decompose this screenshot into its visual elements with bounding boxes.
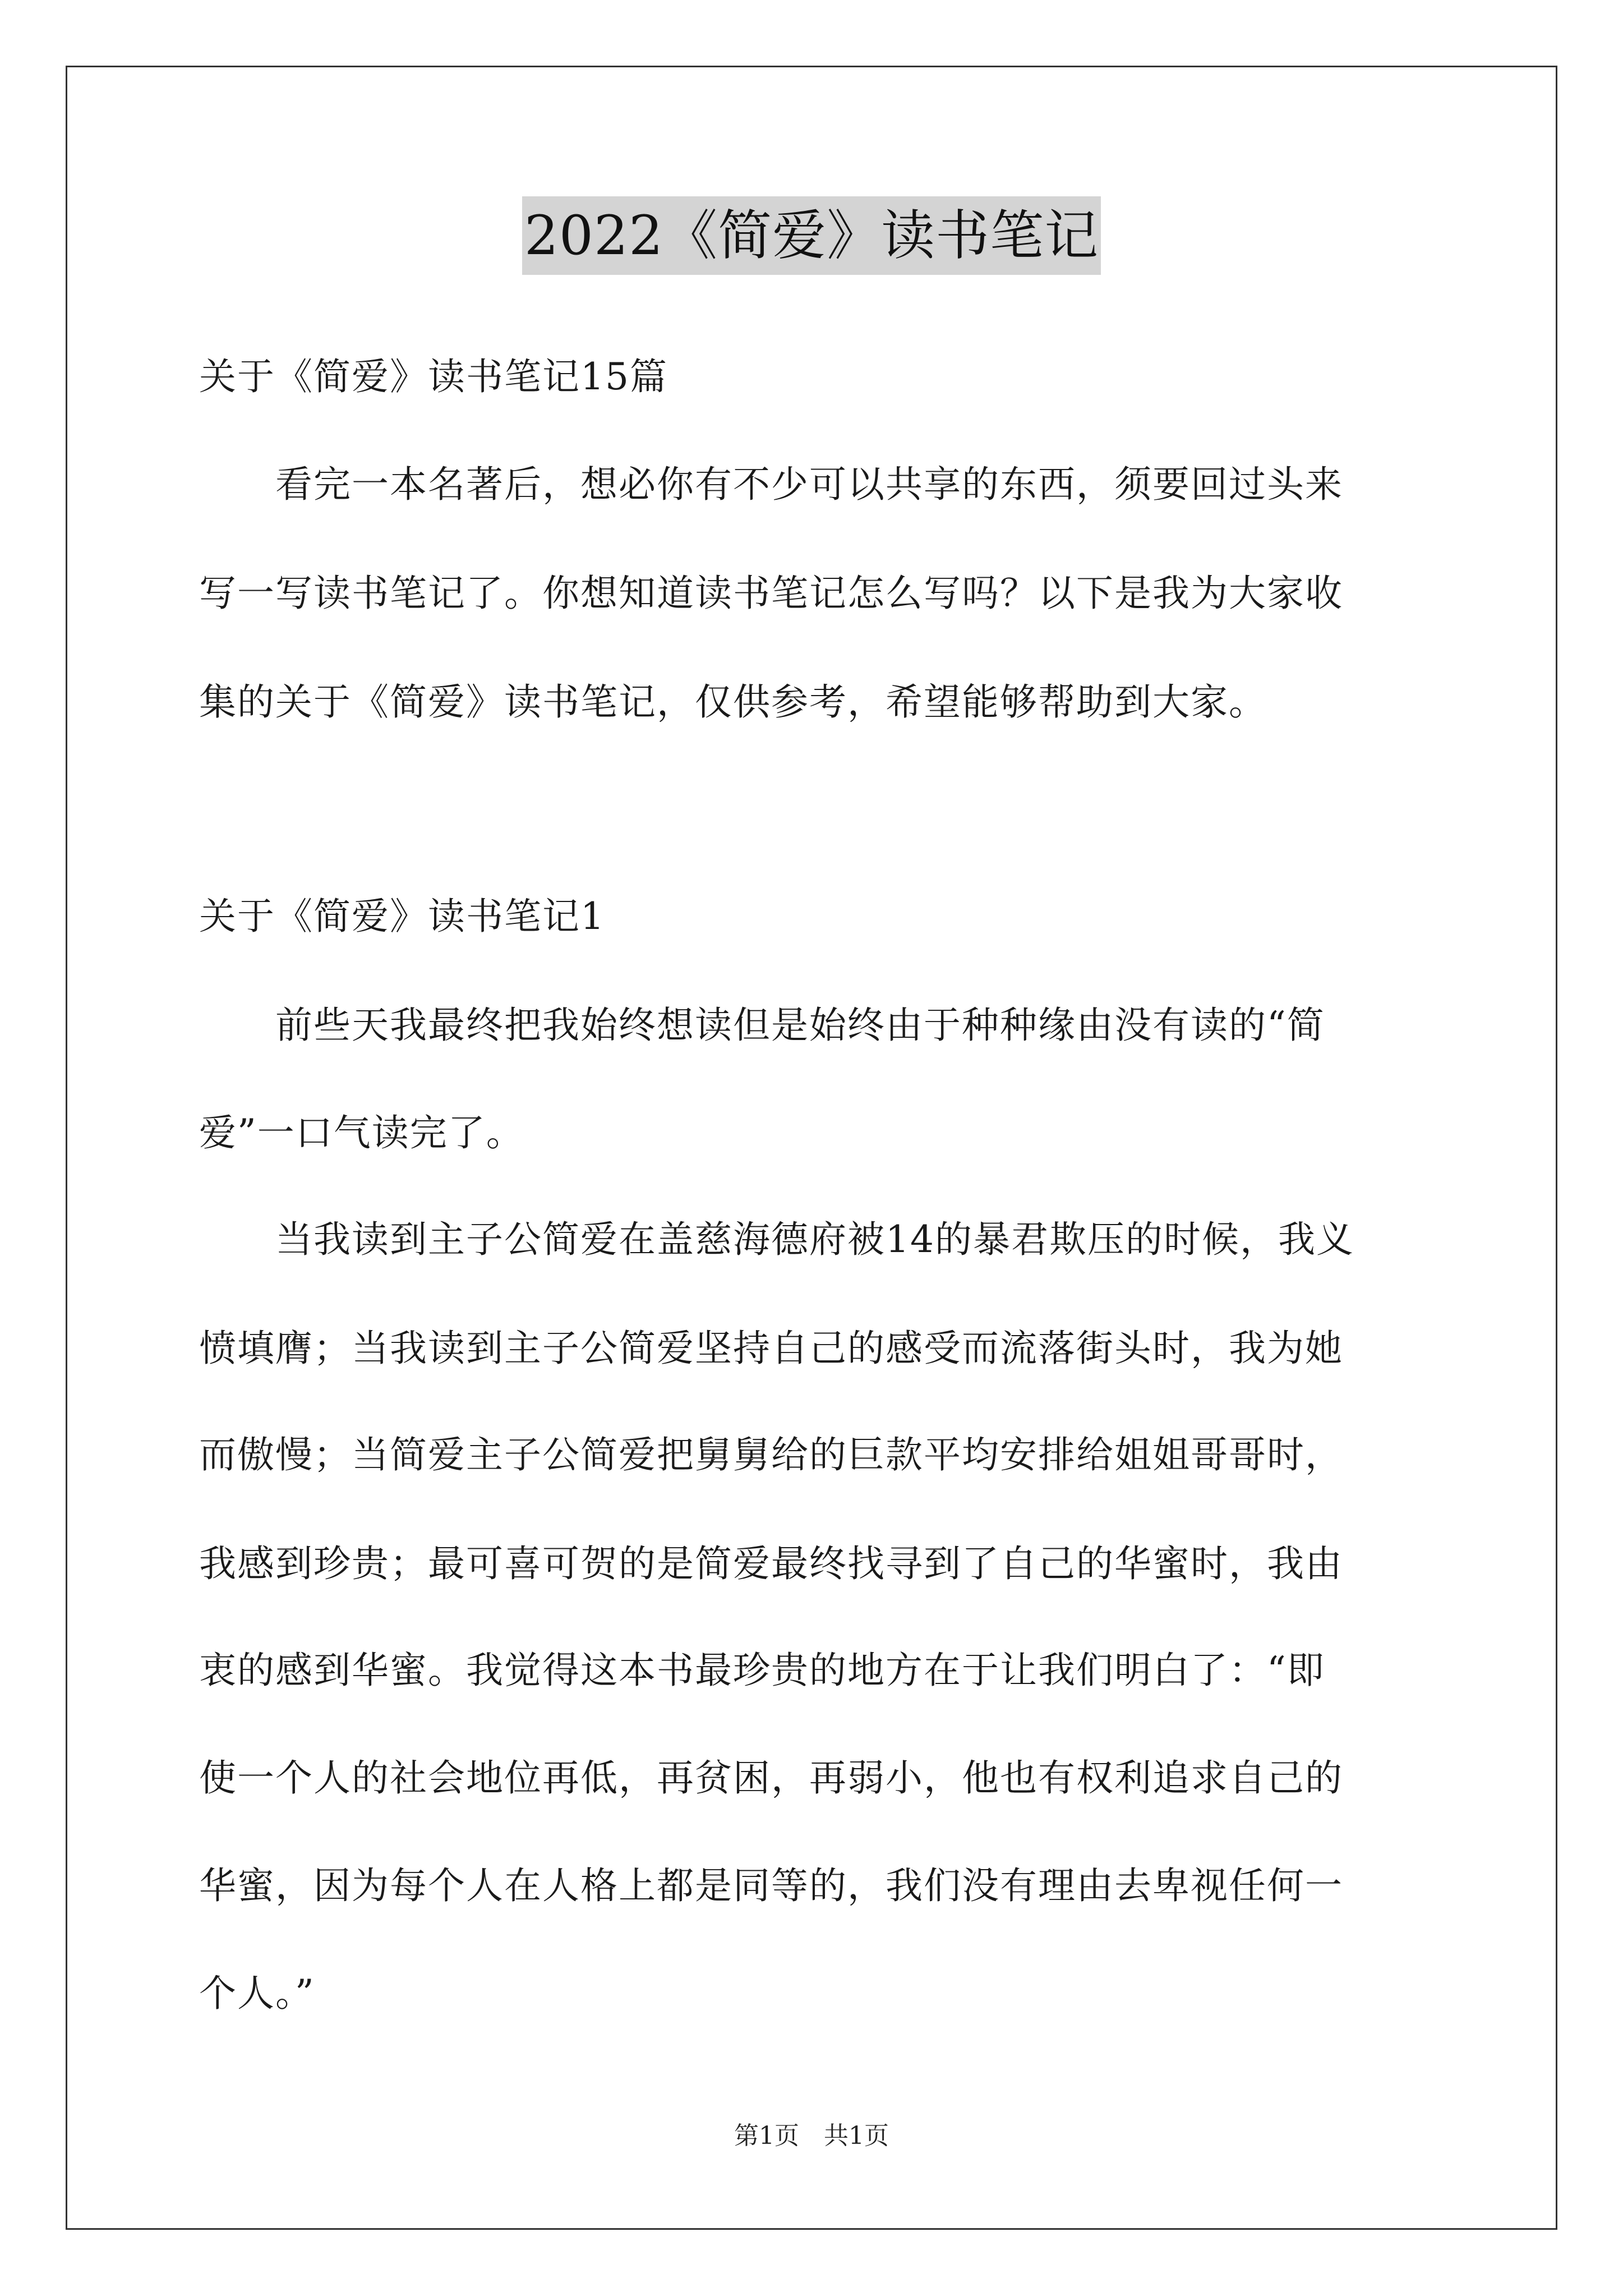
subtitle: 关于《简爱》读书笔记15篇 (199, 355, 668, 398)
intro-line-1: 看完一本名著后，想必你有不少可以共享的东西，须要回过头来 (199, 463, 1343, 506)
para1-line-1: 前些天我最终把我始终想读但是始终由于种种缘由没有读的“简 (199, 1004, 1325, 1047)
para2-line-8: 个人。” (199, 1972, 315, 2015)
para2-line-2: 愤填膺；当我读到主子公简爱坚持自己的感受而流落街头时，我为她 (199, 1327, 1343, 1370)
para2-line-1: 当我读到主子公简爱在盖慈海德府被14的暴君欺压的时候，我义 (199, 1218, 1354, 1261)
para2-line-5: 衷的感到华蜜。我觉得这本书最珍贵的地方在于让我们明白了：“即 (199, 1649, 1325, 1692)
para2-line-7: 华蜜，因为每个人在人格上都是同等的，我们没有理由去卑视任何一 (199, 1864, 1343, 1907)
title-container (0, 196, 1623, 275)
section-heading: 关于《简爱》读书笔记1 (199, 895, 605, 938)
intro-line-3: 集的关于《简爱》读书笔记，仅供参考，希望能够帮助到大家。 (199, 680, 1267, 724)
para2-line-4: 我感到珍贵；最可喜可贺的是简爱最终找寻到了自己的华蜜时，我由 (199, 1542, 1343, 1585)
intro-line-2: 写一写读书笔记了。你想知道读书笔记怎么写吗？以下是我为大家收 (199, 572, 1343, 615)
para2-line-6: 使一个人的社会地位再低，再贫困，再弱小，他也有权利追求自己的 (199, 1756, 1343, 1800)
para2-line-3: 而傲慢；当简爱主子公简爱把舅舅给的巨款平均安排给姐姐哥哥时， (199, 1433, 1343, 1476)
document-title[interactable]: 2022《简爱》读书笔记 (522, 196, 1101, 275)
para1-line-2: 爱”一口气读完了。 (199, 1111, 524, 1154)
page-footer: 第1页 共1页 (734, 2122, 889, 2150)
